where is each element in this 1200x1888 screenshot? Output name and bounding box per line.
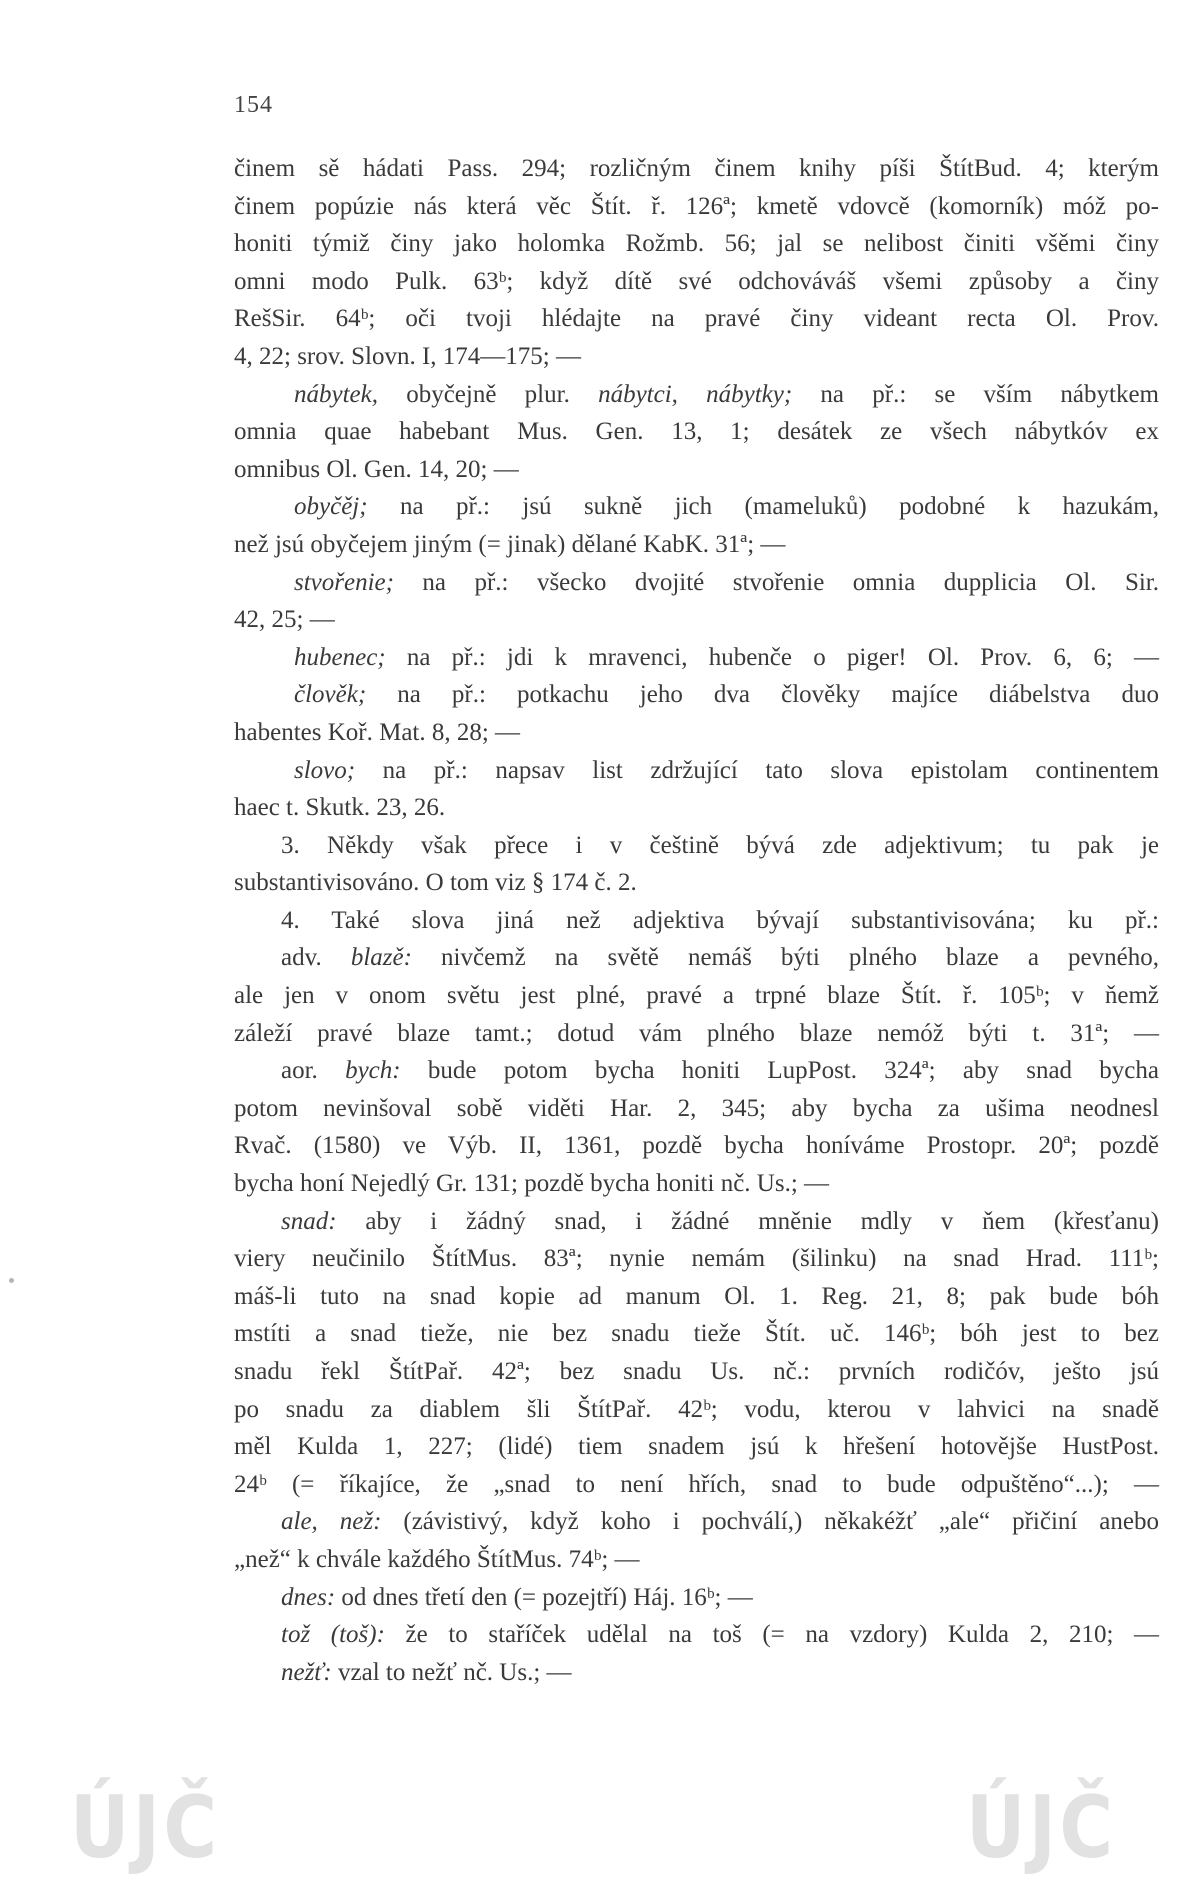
text-line [234, 488, 1159, 526]
text-line [234, 526, 1159, 564]
text-line [234, 1015, 1159, 1053]
text-segment: bude potom bycha honiti LupPost. 324ª; aby snad bycha [400, 1057, 1160, 1085]
text-segment: 24ᵇ (= říkajíce, že „snad to není hřích, snad to bude odpuštěno“...); — [234, 1470, 1159, 1498]
headword: nábytci, nábytky; [598, 380, 793, 408]
text-segment: na př.: se vším nábytkem [792, 380, 1159, 408]
text-segment: adv. [281, 944, 351, 972]
headword: člověk; [294, 681, 367, 709]
text-segment: měl Kulda 1, 227; (lidé) tiem snadem jsú k hřešení hotovějše HustPost. [234, 1433, 1159, 1461]
text-segment: než jsú obyčejem jiným (= jinak) dělané KabK. 31ª; — [234, 530, 786, 558]
text-segment: na př.: jdi k mravenci, hubenče o piger! Ol. Prov. 6, 6; — [385, 643, 1159, 671]
text-segment: habentes Koř. Mat. 8, 28; — [234, 718, 521, 746]
text-segment: substantivisováno. O tom viz § 174 č. 2. [234, 869, 637, 897]
headword: blazě: [350, 944, 412, 972]
text-segment: na př.: všecko dvojité stvořenie omnia dupplicia Ol. Sir. [393, 568, 1159, 596]
text-line [234, 1127, 1159, 1165]
text-line [234, 1391, 1159, 1429]
text-line [234, 1052, 1159, 1090]
text-line [234, 338, 1159, 376]
text-segment: viery neučinilo ŠtítMus. 83ª; nynie nemám (šilinku) na snad Hrad. 111ᵇ; [234, 1245, 1159, 1273]
text-line [234, 451, 1159, 489]
text-line [234, 1090, 1159, 1128]
text-segment: od dnes třetí den (= pozejtří) Háj. 16ᵇ; — [335, 1583, 753, 1611]
scan-speck [9, 1278, 14, 1283]
text-segment: omnibus Ol. Gen. 14, 20; — [234, 455, 519, 483]
text-line [234, 150, 1159, 188]
text-segment: činem sě hádati Pass. 294; rozličným činem knihy píši ŠtítBud. 4; kterým [234, 155, 1159, 182]
text-line [234, 1579, 1159, 1617]
text-line [234, 1541, 1159, 1579]
text-segment: aor. [281, 1057, 346, 1085]
text-segment: záleží pravé blaze tamt.; dotud vám plného blaze nemóž býti t. 31ª; — [234, 1019, 1159, 1047]
text-segment: „než“ k chvále každého ŠtítMus. 74ᵇ; — [234, 1545, 640, 1573]
headword: nábytek, [294, 380, 378, 408]
headword: ale, než: [281, 1508, 382, 1536]
headword: stvořenie; [294, 568, 394, 596]
text-line [234, 789, 1159, 827]
headword: obyčěj; [294, 493, 368, 521]
text-segment: ale jen v onom světu jest plné, pravé a trpné blaze Štít. ř. 105ᵇ; v ňemž [234, 982, 1159, 1010]
text-line [234, 601, 1159, 639]
text-segment: honiti týmiž činy jako holomka Rožmb. 56; jal se nelibost činiti všěmi činy [234, 230, 1159, 258]
page-number: 154 [234, 92, 273, 118]
text-line [234, 639, 1159, 677]
text-line [234, 864, 1159, 902]
text-segment: 4. Také slova jiná než adjektiva bývají substantivisována; ku př.: [281, 906, 1159, 934]
text-segment: haec t. Skutk. 23, 26. [234, 794, 446, 822]
text-line [234, 376, 1159, 414]
watermark-logo-right: ÚJČ [966, 1778, 1117, 1878]
headword: slovo; [294, 756, 356, 784]
text-line [234, 1203, 1159, 1241]
text-segment: na př.: potkachu jeho dva člověky majíce diábelstva duo [366, 681, 1159, 709]
text-segment: 4, 22; srov. Slovn. I, 174—175; — [234, 342, 581, 370]
text-line [234, 676, 1159, 714]
headword: hubenec; [294, 643, 386, 671]
text-segment: na př.: jsú sukně jich (mameluků) podobné k hazukám, [367, 493, 1159, 521]
text-line [234, 1240, 1159, 1278]
text-segment: RešSir. 64ᵇ; oči tvoji hlédajte na pravé činy videant recta Ol. Prov. [234, 305, 1159, 333]
text-line [234, 977, 1159, 1015]
text-line [234, 1165, 1159, 1203]
text-line [234, 1616, 1159, 1654]
text-segment: že to staříček udělal na toš (= na vzdory) Kulda 2, 210; — [384, 1621, 1160, 1649]
text-segment: aby i žádný snad, i žádné mněnie mdly v ňem (křesťanu) [336, 1207, 1159, 1235]
text-segment: Rvač. (1580) ve Výb. II, 1361, pozdě bycha honíváme Prostopr. 20ª; pozdě [234, 1132, 1159, 1160]
text-segment: na př.: napsav list zdržující tato slova epistolam continentem [355, 756, 1159, 784]
text-segment: vzal to nežť nč. Us.; — [331, 1658, 572, 1686]
headword: nežť: [281, 1658, 332, 1686]
headword: snad: [281, 1207, 337, 1235]
text-line [234, 752, 1159, 790]
text-segment: máš-li tuto na snad kopie ad manum Ol. 1. Reg. 21, 8; pak bude bóh [234, 1282, 1159, 1310]
dictionary-text [234, 150, 1159, 1691]
text-segment: obyčejně plur. [377, 380, 599, 408]
text-segment: 3. Někdy však přece i v češtině bývá zde adjektivum; tu pak je [281, 831, 1159, 859]
headword: dnes: [281, 1583, 336, 1611]
headword: bych: [345, 1057, 401, 1085]
text-line [234, 902, 1159, 940]
text-line [234, 939, 1159, 977]
text-segment: po snadu za diablem šli ŠtítPař. 42ᵇ; vodu, kterou v lahvici na snadě [234, 1395, 1159, 1423]
text-line [234, 827, 1159, 865]
text-line [234, 1654, 1159, 1692]
text-line [234, 1315, 1159, 1353]
text-segment: potom nevinšoval sobě viděti Har. 2, 345; aby bycha za ušima neodnesl [234, 1094, 1159, 1122]
text-segment: 42, 25; — [234, 606, 335, 634]
text-line [234, 1278, 1159, 1316]
text-line [234, 714, 1159, 752]
text-line [234, 1466, 1159, 1504]
text-line [234, 188, 1159, 226]
text-segment: (závistivý, když koho i pochválí,) někakéžť „ale“ přičiní anebo [381, 1508, 1159, 1536]
text-line [234, 263, 1159, 301]
headword: tož (toš): [281, 1621, 385, 1649]
text-line [234, 1353, 1159, 1391]
text-line [234, 300, 1159, 338]
text-segment: bycha honí Nejedlý Gr. 131; pozdě bycha honiti nč. Us.; — [234, 1170, 830, 1198]
watermark-logo-left: ÚJČ [70, 1778, 221, 1878]
text-segment: omni modo Pulk. 63ᵇ; když dítě své odchováváš všemi způsoby a činy [234, 267, 1159, 295]
text-segment: snadu řekl ŠtítPař. 42ª; bez snadu Us. nč.: prvních rodičóv, ješto jsú [234, 1358, 1159, 1385]
text-line [234, 1428, 1159, 1466]
text-line [234, 413, 1159, 451]
text-segment: nivčemž na světě nemáš býti plného blaze a pevného, [411, 944, 1159, 972]
text-segment: činem popúzie nás která věc Štít. ř. 126ª; kmetě vdovcě (komorník) móž po- [234, 192, 1159, 220]
text-segment: mstíti a snad tieže, nie bez snadu tieže Štít. uč. 146ᵇ; bóh jest to bez [234, 1320, 1159, 1348]
text-line [234, 225, 1159, 263]
text-segment: omnia quae habebant Mus. Gen. 13, 1; desátek ze všech nábytkóv ex [234, 418, 1159, 446]
text-line [234, 1503, 1159, 1541]
text-line [234, 564, 1159, 602]
